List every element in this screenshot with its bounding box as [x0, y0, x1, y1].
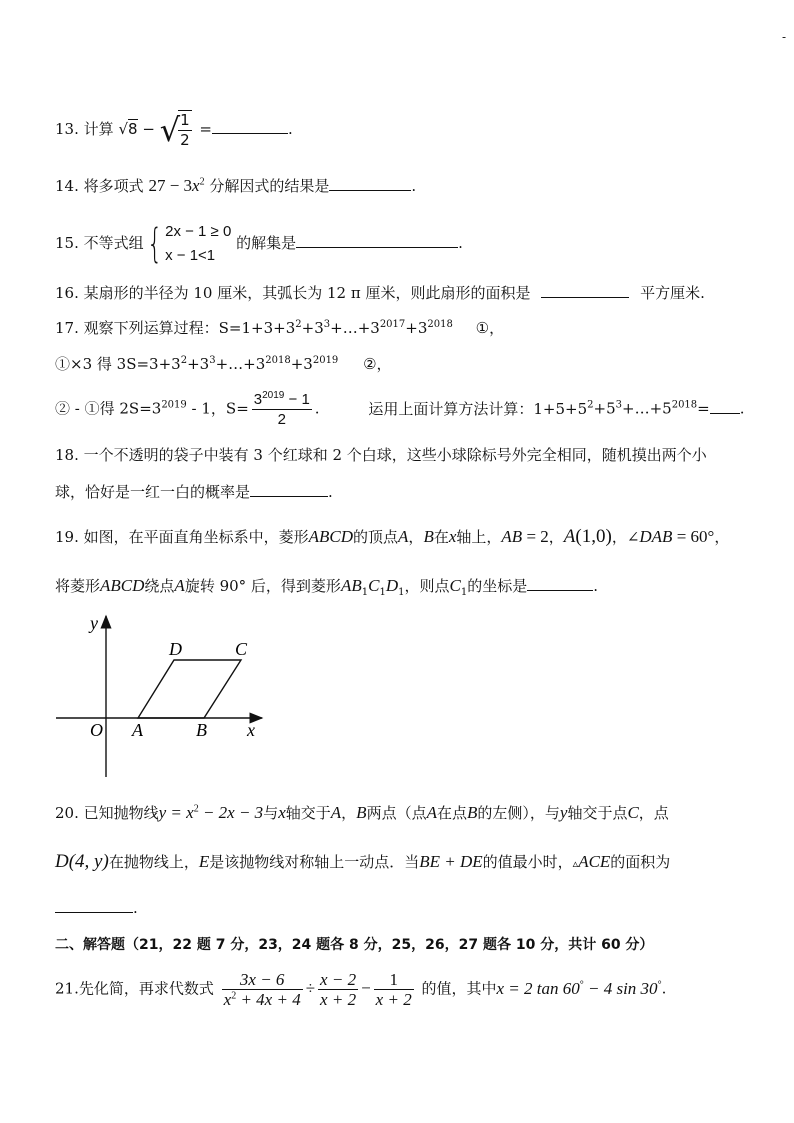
fraction-1: $\frac{3x - 6}{x^2 + 4x + 4}$: [223, 970, 301, 1009]
section-2-title: 二、解答题（21，22 题 7 分，23，24 题各 8 分，25，26，27 题各 10 分，共计 60 分）: [55, 937, 654, 953]
answer-blank-13[interactable]: [212, 119, 288, 134]
question-17-line3: ② - ①得 $2S=3^{2019} - 1$，S= $\frac{3^{2019} - 1}{2}$ . 运用上面计算方法计算：$1+5+5^2+5^3+\dots+5^{2018}=$ .: [55, 390, 745, 428]
answer-blank-19[interactable]: [527, 576, 593, 591]
question-18-line1: 18. 一个不透明的袋子中装有 3 个红球和 2 个白球，这些小球除标号外完全相同，随机摸出两个小: [55, 446, 707, 464]
answer-blank-16[interactable]: [541, 283, 629, 298]
answer-blank-20[interactable]: [55, 898, 133, 913]
question-17-line2: ①×3 得 $3S=3+3^2+3^3+\dots+3^{2018}+3^{2019}$ ②，: [55, 355, 392, 373]
q16-unit: 平方厘米.: [640, 284, 705, 302]
q13-number: 13.: [55, 120, 79, 138]
question-13: [55, 110, 293, 150]
q14-number: 14.: [55, 177, 79, 195]
fraction-s: $\frac{3^{2019} - 1}{2}$: [253, 390, 310, 428]
question-20-line3: .: [55, 898, 138, 918]
label-y: y: [90, 613, 98, 633]
answer-blank-18[interactable]: [250, 482, 328, 497]
label-A: A: [132, 720, 143, 740]
question-16: [55, 283, 705, 303]
q14-text2: 分解因式的结果是: [209, 177, 330, 195]
question-14: [55, 176, 416, 196]
q16-text: 16. 某扇形的半径为 10 厘米，其弧长为 12 π 厘米，则此扇形的面积是: [55, 284, 531, 302]
label-x: x: [247, 720, 255, 740]
condition: x = 2 tan 60° − 4 sin 30°: [496, 978, 662, 998]
brace-icon: {: [146, 221, 163, 267]
question-20-line1: 20. 已知抛物线$y = x^2 - 2x - 3$与x轴交于A，B两点（点A在点B的左侧），与y轴交于点C，点: [55, 803, 669, 822]
mark-2: ②，: [363, 355, 392, 373]
q15-text: 不等式组: [83, 234, 144, 252]
corner-mark: -: [781, 30, 786, 44]
q14-expr: $27 - 3x^2$: [148, 176, 205, 195]
fraction-2: $\frac{x - 2}{x + 2}$: [320, 970, 357, 1009]
inequality-system: 2x − 1 ≥ 0 x − 1<1: [165, 223, 232, 264]
parabola-equation: $y = x^2 - 2x - 3$: [158, 803, 264, 822]
question-19-line1: 19. 如图，在平面直角坐标系中，菱形ABCD的顶点A，B在x轴上，AB = 2，A(1,0)，∠DAB = 60°，: [55, 526, 730, 547]
q14-text: 将多项式: [83, 177, 144, 195]
label-D: D: [169, 639, 182, 659]
question-15: [55, 220, 463, 268]
sqrt-half: √ $\frac{1}{2}$: [159, 111, 190, 149]
question-17-line1: 17. 观察下列运算过程：$S=1+3+3^2+3^3+\dots+3^{2017}+3^{2018}$ ①，: [55, 319, 505, 337]
q15-text2: 的解集是: [236, 234, 297, 252]
fraction-3: $\frac{1}{x + 2}$: [375, 970, 412, 1009]
label-O: O: [90, 720, 103, 740]
rhombus-figure: [52, 612, 282, 787]
question-20-line2: D(4, y)在抛物线上，E是该抛物线对称轴上一动点．当BE + DE的值最小时，▵ACE的面积为: [55, 851, 671, 872]
q13-eq: =: [199, 120, 212, 138]
label-C: C: [235, 639, 248, 659]
answer-blank-15[interactable]: [296, 233, 458, 248]
mark-1: ①，: [475, 319, 505, 337]
rhombus-abcd: [138, 660, 241, 718]
label-B: B: [196, 720, 207, 740]
answer-blank-17[interactable]: [710, 399, 740, 414]
sqrt8: √8: [118, 120, 138, 138]
question-21: 21.先化简，再求代数式 $\frac{3x - 6}{x^2 + 4x + 4}$ ÷ $\frac{x - 2}{x + 2}$ − $\frac{1}{x + 2}$ 的值，其中x = 2 tan 60° − 4 sin 30°.: [55, 970, 667, 1009]
question-19-line2: 将菱形ABCD绕点A旋转 90° 后，得到菱形$AB_1C_1D_1$，则点$C_1$的坐标是 .: [55, 576, 598, 598]
q14-end: .: [411, 177, 417, 195]
answer-blank-14[interactable]: [329, 176, 411, 191]
q15-number: 15.: [55, 234, 79, 252]
q13-minus: −: [142, 120, 155, 138]
q13-text: 计算: [83, 120, 114, 138]
q15-end: .: [458, 234, 463, 252]
question-18-line2: 球，恰好是一红一白的概率是 .: [55, 483, 333, 501]
q13-end: .: [287, 120, 293, 138]
